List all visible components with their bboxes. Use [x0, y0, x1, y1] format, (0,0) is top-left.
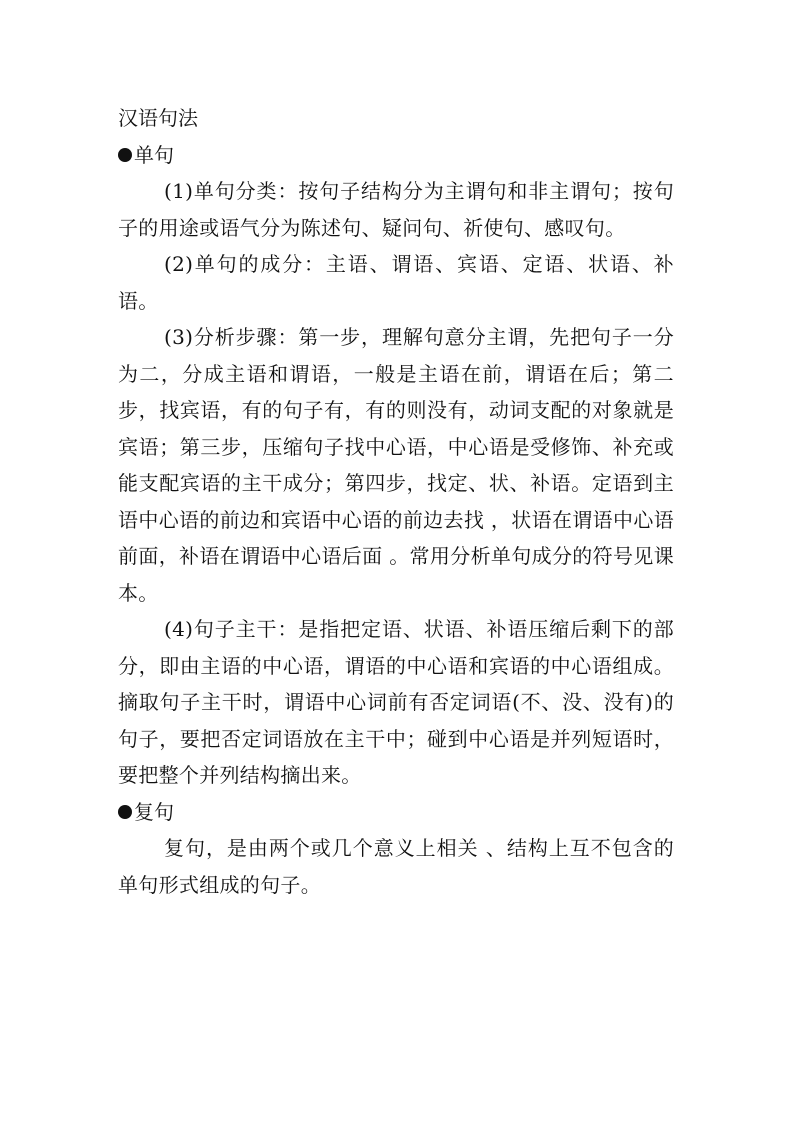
document-title: 汉语句法	[118, 106, 198, 130]
bullet-dot-icon	[118, 805, 132, 819]
paragraph-sentence-trunk: (4)句子主干：是指把定语、状语、补语压缩后剩下的部分，即由主语的中心语，谓语的中心语和宾语的中心语组成。摘取句子主干时，谓语中心词前有否定词语(不、没、没有)的句子，要把否定词语放在主干中；碰到中心语是并列短语时，要把整个并列结构摘出来。	[118, 617, 674, 787]
document-page	[118, 100, 674, 903]
bullet-dot-icon	[118, 148, 132, 162]
section-heading-label: 复句	[134, 799, 174, 824]
paragraph-analysis-steps: (3)分析步骤：第一步，理解句意分主谓，先把句子一分为二，分成主语和谓语，一般是主语在前，谓语在后；第二步，找宾语，有的句子有，有的则没有，动词支配的对象就是宾语；第三步，压缩句子找中心语，中心语是受修饰、补充或能支配宾语的主干成分；第四步，找定、状、补语。定语到主语中心语的前边和宾语中心语的前边去找 ，状语在谓语中心语前面，补语在谓语中心语后面 。常用分析单句成分的符号见课本。	[118, 325, 674, 605]
paragraph-sentence-components: (2)单句的成分：主语、谓语、宾语、定语、状语、补语。	[118, 252, 674, 313]
section-heading-simple-sentence	[118, 137, 674, 174]
section-heading-label: 单句	[134, 142, 174, 167]
section-heading-complex-sentence	[118, 794, 674, 831]
paragraph-sentence-classification: (1)单句分类：按句子结构分为主谓句和非主谓句；按句子的用途或语气分为陈述句、疑问句、祈使句、感叹句。	[118, 179, 674, 240]
paragraph-complex-sentence-definition: 复句，是由两个或几个意义上相关 、结构上互不包含的单句形式组成的句子。	[118, 836, 674, 897]
